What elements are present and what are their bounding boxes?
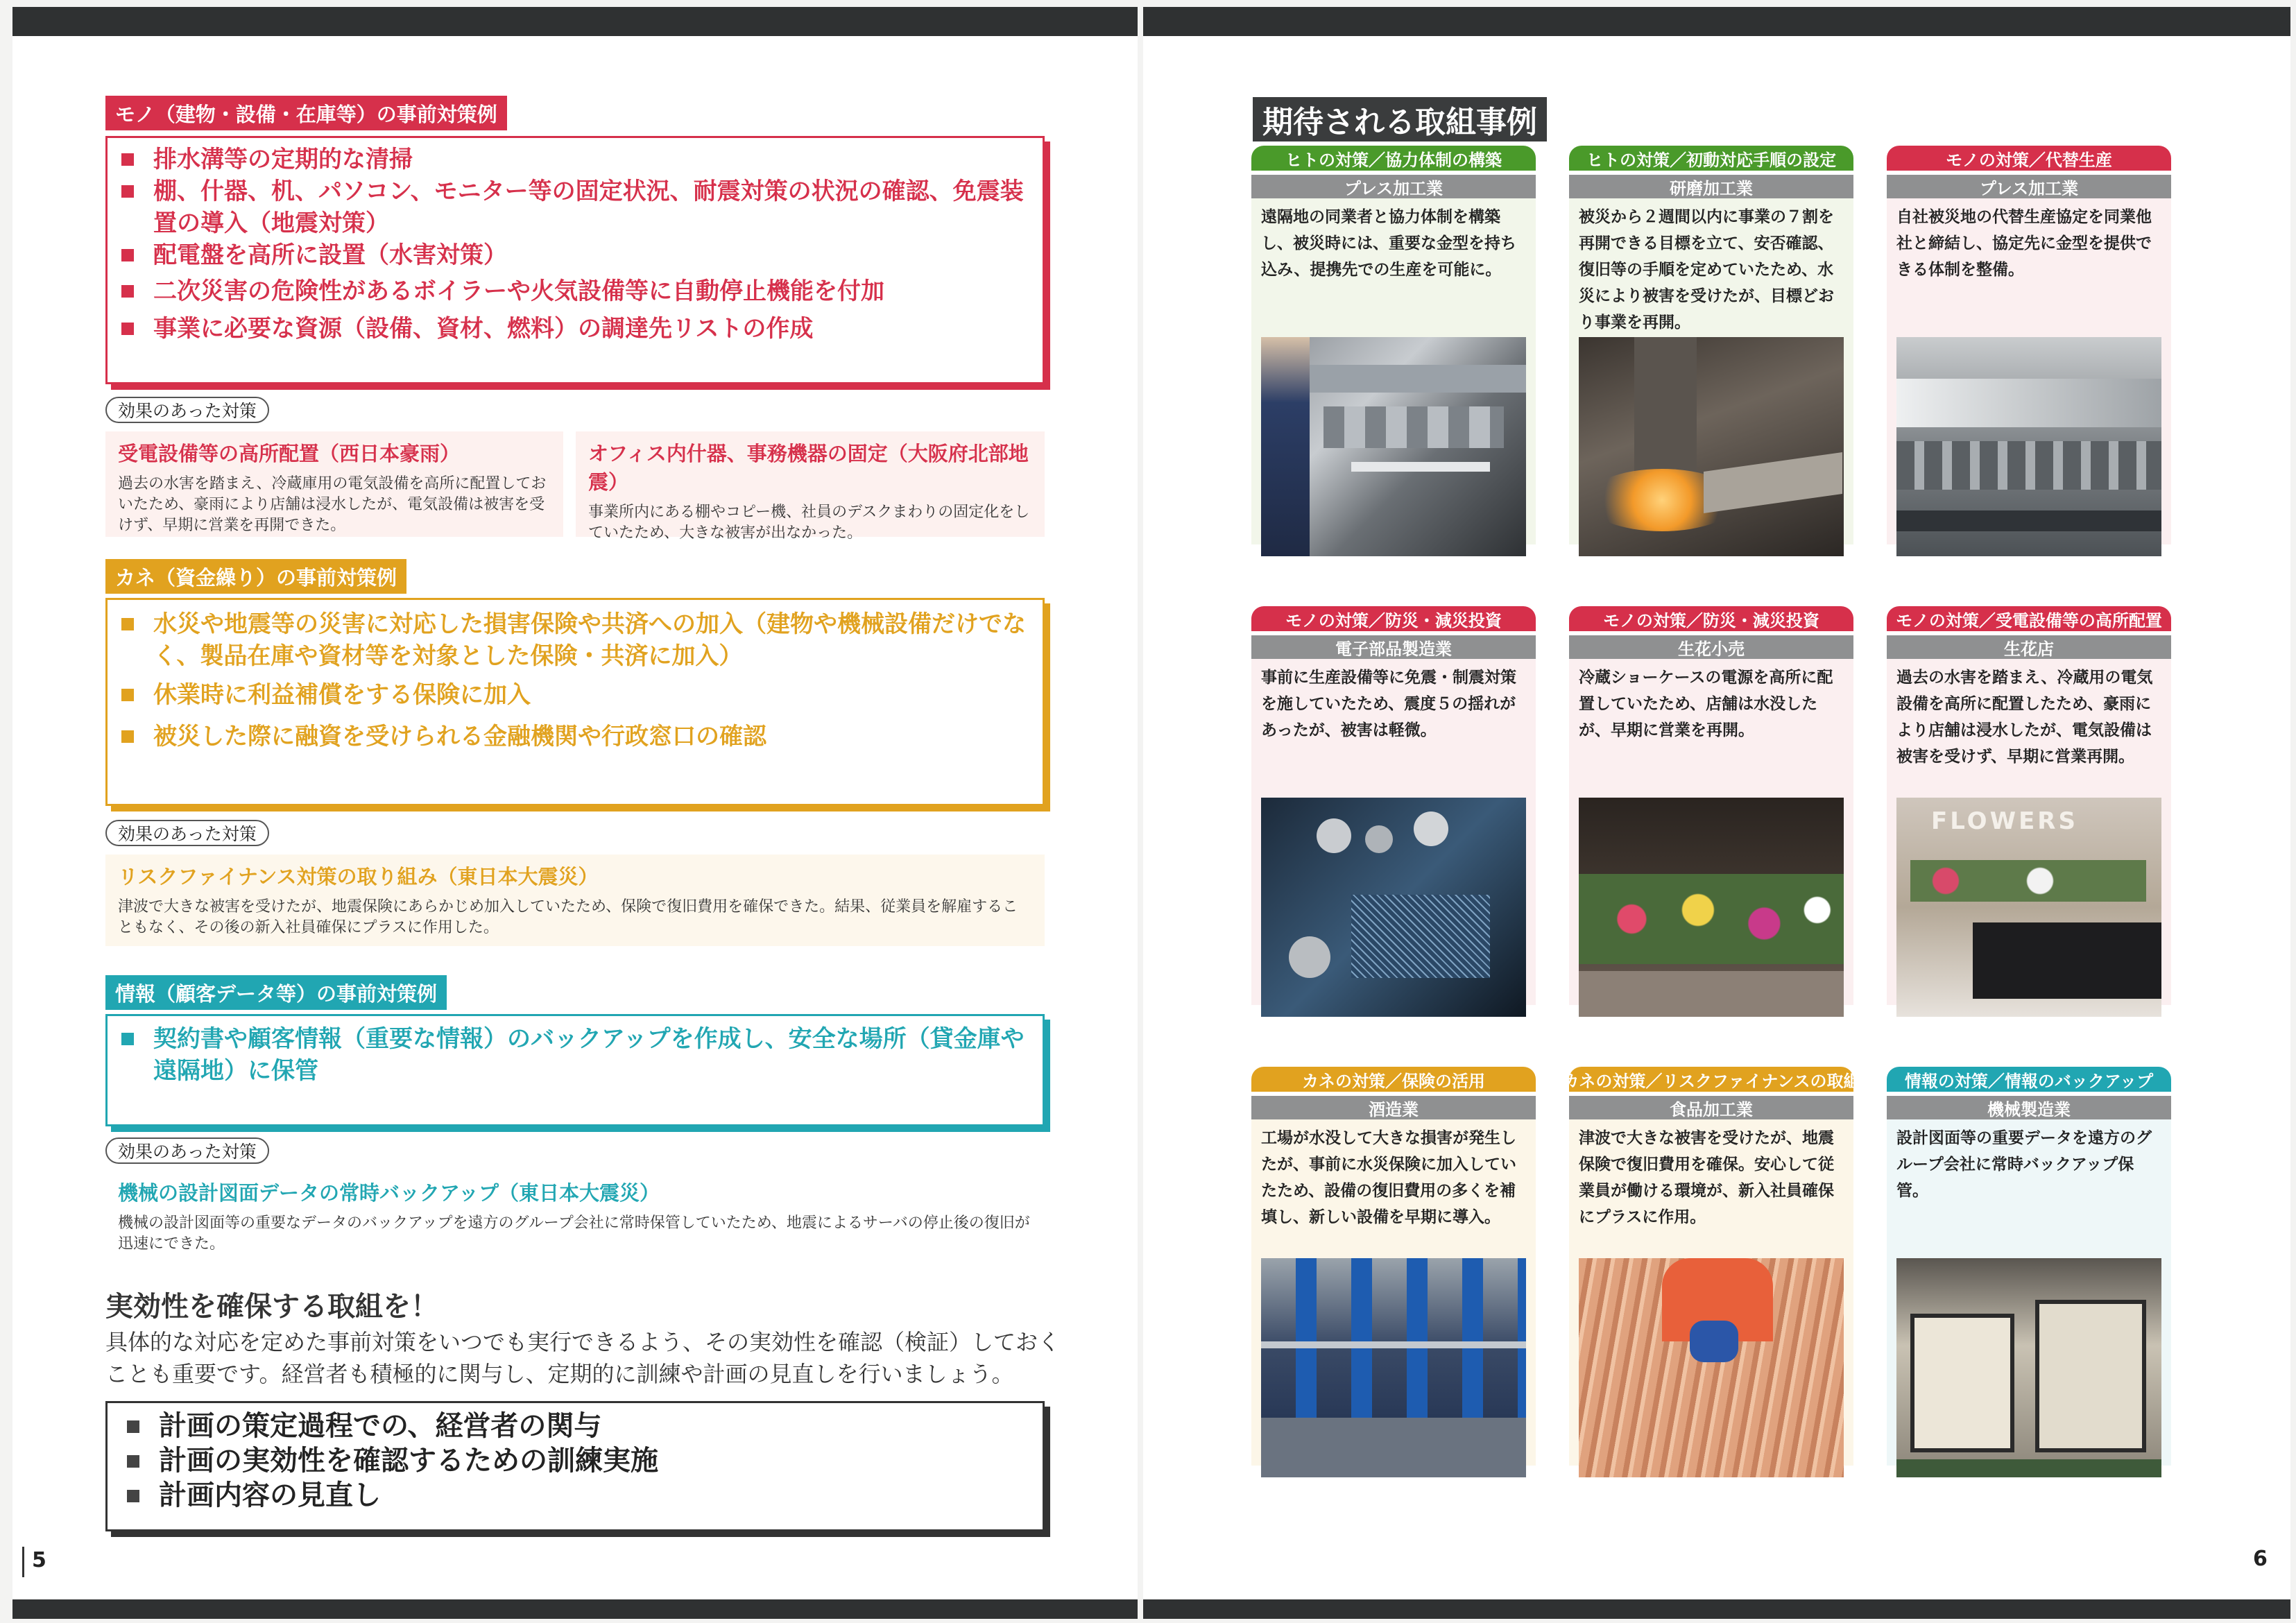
example-industry: プレス加工業 [1251,175,1536,198]
example-tag: モノの対策／防災・減災投資 [1569,606,1853,631]
mono-item: 配電盤を高所に設置（水害対策） [117,239,1033,271]
effect-card-title: リスクファイナンス対策の取り組み（東日本大震災） [118,865,599,888]
page-number: 6 [2253,1547,2268,1571]
kane-item: 水災や地震等の災害に対応した損害保険や共済への加入（建物や機械設備だけでなく、製品在庫や資材等を対象とした保険・共済に加入） [117,608,1033,672]
practical-heading: 実効性を確保する取組を！ [105,1291,438,1323]
bullet-square-icon [121,285,134,298]
example-card [1251,146,1536,544]
example-text: 自社被災地の代替生産協定を同業他社と締結し、協定先に金型を提供できる体制を整備。 [1896,208,2152,279]
example-text: 遠隔地の同業者と協力体制を構築し、被災時には、重要な金型を持ち込み、提携先での生産を可能に。 [1261,208,1516,279]
bullet-square-icon [121,730,134,743]
example-card [1887,146,2171,544]
effect-card [576,431,1045,542]
bullet-square-icon [121,618,134,630]
practical-item: 計画内容の見直し [117,1478,1033,1513]
effect-card-title: 機械の設計図面データの常時バックアップ（東日本大震災） [118,1181,660,1205]
bullet-square-icon [121,323,134,335]
effect-card-body: 過去の水害を踏まえ、冷蔵庫用の電気設備を高所に配置しておいたため、豪雨により店舗は浸水したが、電気設備は被害を受けず、早期に営業を再開できた。 [118,475,547,534]
example-tag: カネの対策／リスクファイナンスの取組 [1569,1067,1853,1092]
bottom-bar-left [12,1599,1138,1619]
joho-measures-box [105,1014,1045,1126]
example-tag: 情報の対策／情報のバックアップ [1887,1067,2171,1092]
bullet-square-icon [121,153,134,166]
grinding-sparks-photo [1579,337,1844,556]
brewery-tanks-photo [1261,1258,1526,1477]
kane-item: 被災した際に融資を受けられる金融機関や行政窓口の確認 [117,721,1033,753]
bottom-bar-right [1143,1599,2290,1619]
right-page [1143,36,2290,1599]
effect-card [105,431,563,537]
practical-text: 具体的な対応を定めた事前対策をいつでも実行できるよう、その実効性を確認（検証）しておくことも重要です。経営者も積極的に関与し、定期的に訓練や計画の見直しを行いましょう。 [105,1329,1061,1387]
example-tag: ヒトの対策／初動対応手順の設定 [1569,146,1853,171]
example-tag: ヒトの対策／協力体制の構築 [1251,146,1536,171]
effect-card [105,855,1045,946]
mono-item: 二次災害の危険性があるボイラーや火気設備等に自動停止機能を付加 [117,275,1033,307]
bullet-square-icon [121,1033,134,1045]
sausage-production-photo [1579,1258,1844,1477]
mono-item: 事業に必要な資源（設備、資材、燃料）の調達先リストの作成 [117,313,1033,345]
right-page-title: 期待される取組事例 [1253,97,1547,141]
bullet-square-icon [121,249,134,261]
effect-card-title: 受電設備等の高所配置（西日本豪雨） [118,442,461,465]
press-brake-operator-photo [1261,337,1526,556]
machine-factory-photo [1896,1258,2161,1477]
section-label-mono: モノ（建物・設備・在庫等）の事前対策例 [105,96,507,130]
example-tag: モノの対策／代替生産 [1887,146,2171,171]
effect-card-body: 事業所内にある棚やコピー機、社員のデスクまわりの固定化をしていたため、大きな被害が出なかった。 [588,504,1030,542]
page-number-rule [22,1547,24,1577]
flower-shop-photo [1896,798,2161,1017]
mono-item: 棚、什器、机、パソコン、モニター等の固定状況、耐震対策の状況の確認、免震装置の導入（地震対策） [117,175,1033,239]
example-card [1887,1067,2171,1466]
example-card [1251,606,1536,1005]
circuit-board-photo [1261,798,1526,1017]
kane-item: 休業時に利益補償をする保険に加入 [117,679,1033,711]
example-industry: 電子部品製造業 [1251,635,1536,659]
example-industry: プレス加工業 [1887,175,2171,198]
effect-pill: 効果のあった対策 [105,820,269,846]
bullet-square-icon [127,1420,139,1433]
example-text: 過去の水害を踏まえ、冷蔵用の電気設備を高所に配置したため、豪雨により店舗は浸水したが、電気設備は被害を受けず、早期に営業再開。 [1896,669,2153,766]
example-card [1251,1067,1536,1466]
example-industry: 食品加工業 [1569,1096,1853,1119]
example-card [1887,606,2171,1005]
bullet-square-icon [127,1455,139,1468]
example-industry: 機械製造業 [1887,1096,2171,1119]
bullet-square-icon [121,185,134,198]
example-text: 津波で大きな被害を受けたが、地震保険で復旧費用を確保。安心して従業員が働ける環境が、新入社員確保にプラスに作用。 [1579,1129,1834,1226]
example-industry: 研磨加工業 [1569,175,1853,198]
example-text: 被災から２週間以内に事業の７割を再開できる目標を立て、安否確認、復旧等の手順を定めていたため、水災により被害を受けたが、目標どおり事業を再開。 [1579,208,1834,332]
effect-pill: 効果のあった対策 [105,397,269,423]
example-text: 工場が水没して大きな損害が発生したが、事前に水災保険に加入していたため、設備の復旧費用の多くを補填し、新しい設備を早期に導入。 [1261,1129,1516,1226]
shop-sign-text: FLOWERS [1931,807,2078,835]
example-card [1562,1067,1860,1466]
practical-item: 計画の策定過程での、経営者の関与 [117,1409,1033,1443]
effect-card [105,1171,1045,1261]
example-card [1569,146,1853,544]
example-tag: モノの対策／受電設備等の高所配置 [1887,606,2171,631]
page-number: 5 [32,1548,46,1572]
mono-measures-box [105,136,1045,384]
example-industry: 生花店 [1887,635,2171,659]
example-tag: カネの対策／保険の活用 [1251,1067,1536,1092]
joho-item: 契約書や顧客情報（重要な情報）のバックアップを作成し、安全な場所（貸金庫や遠隔地）に保管 [117,1023,1033,1087]
example-industry: 生花小売 [1569,635,1853,659]
effect-card-body: 機械の設計図面等の重要なデータのバックアップを遠方のグループ会社に常時保管していたため、地震によるサーバの停止後の復旧が迅速にできた。 [118,1214,1030,1253]
effect-pill: 効果のあった対策 [105,1137,269,1164]
flower-stall-photo [1579,798,1844,1017]
top-bar-left [12,7,1138,36]
press-brake-machine-photo [1896,337,2161,556]
practical-item: 計画の実効性を確認するための訓練実施 [117,1443,1033,1478]
practical-box [105,1401,1045,1531]
section-label-joho: 情報（顧客データ等）の事前対策例 [105,975,447,1010]
section-label-kane: カネ（資金繰り）の事前対策例 [105,559,406,594]
top-bar-right [1143,7,2290,36]
effect-card-body: 津波で大きな被害を受けたが、地震保険にあらかじめ加入していたため、保険で復旧費用を確保できた。結果、従業員を解雇することもなく、その後の新入社員確保にプラスに作用した。 [118,898,1018,936]
example-tag: モノの対策／防災・減災投資 [1251,606,1536,631]
mono-item: 排水溝等の定期的な清掃 [117,144,1033,175]
left-page [12,36,1138,1599]
example-text: 冷蔵ショーケースの電源を高所に配置していたため、店舗は水没したが、早期に営業を再開。 [1579,669,1833,739]
example-industry: 酒造業 [1251,1096,1536,1119]
effect-card-title: オフィス内什器、事務機器の固定（大阪府北部地震） [588,442,1029,494]
bullet-square-icon [127,1490,139,1502]
bullet-square-icon [121,689,134,701]
example-card [1569,606,1853,1005]
example-text: 事前に生産設備等に免震・制震対策を施していたため、震度５の揺れがあったが、被害は軽微。 [1261,669,1516,739]
kane-measures-box [105,598,1045,806]
example-text: 設計図面等の重要データを遠方のグループ会社に常時バックアップ保管。 [1896,1129,2152,1200]
